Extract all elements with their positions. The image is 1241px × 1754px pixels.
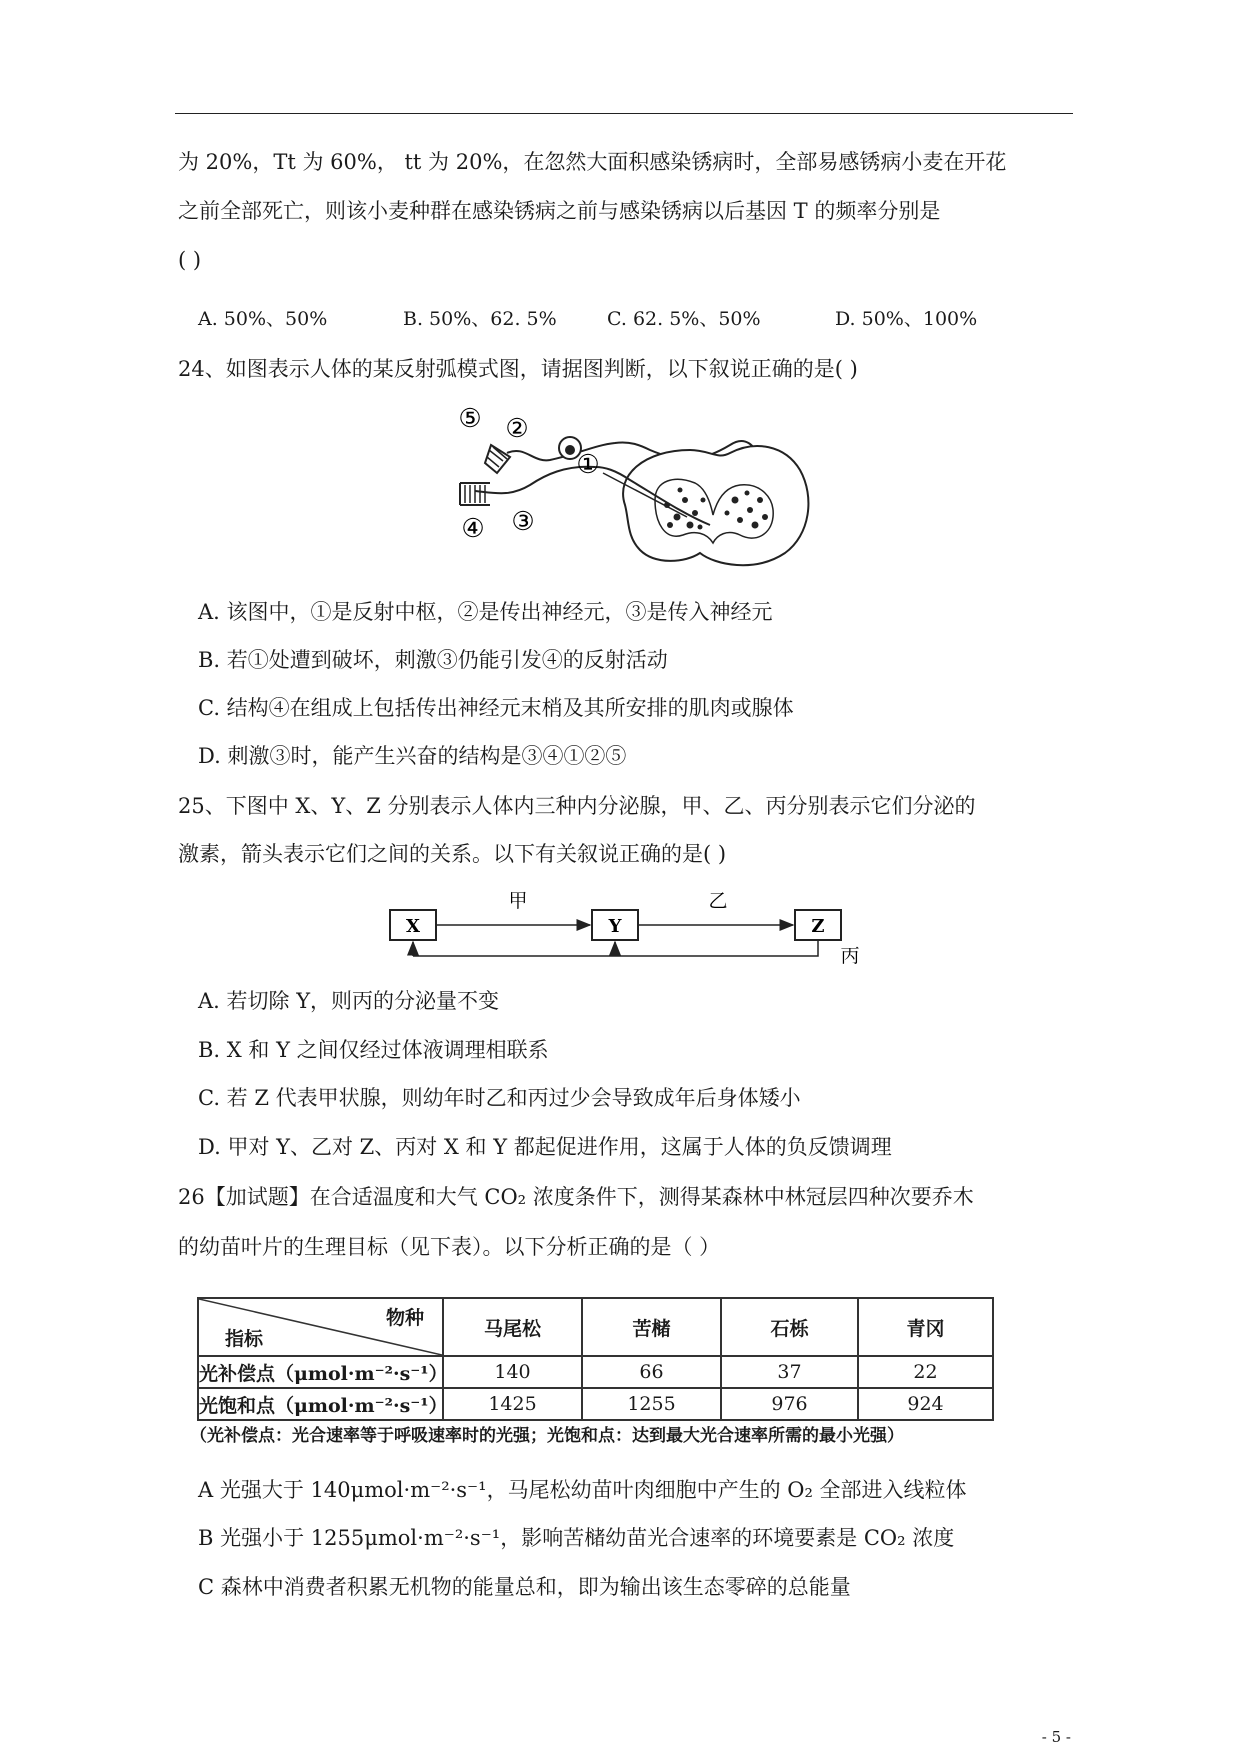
ganglion-cell-body — [565, 445, 575, 455]
gland-relationship-diagram — [380, 890, 870, 965]
physiology-table — [197, 1297, 994, 1421]
table-row — [198, 1356, 993, 1388]
table-header-cell: 苦槠 — [582, 1298, 721, 1356]
q26-stem-2: 的幼苗叶片的生理目标（见下表）。以下分析正确的是（ ） — [178, 1235, 721, 1259]
box-z-label: Z — [811, 916, 825, 937]
corner-top-label: 物种 — [385, 1307, 424, 1329]
box-x-label: X — [406, 916, 420, 937]
table-cell: 37 — [721, 1356, 858, 1388]
table-header-row — [198, 1298, 993, 1356]
label-3: ③ — [511, 507, 535, 537]
table-header-cell: 青冈 — [858, 1298, 993, 1356]
q24-option-c: C. 结构④在组成上包括传出神经元末梢及其所安排的肌肉或腺体 — [198, 696, 794, 720]
q25-option-d: D. 甲对 Y、乙对 Z、丙对 X 和 Y 都起促进作用，这属于人体的负反馈调理 — [198, 1135, 892, 1159]
q23-line-2: 之前全部死亡，则该小麦种群在感染锈病之前与感染锈病以后基因 T 的频率分别是 — [178, 199, 941, 223]
q24-option-d: D. 刺激③时，能产生兴奋的结构是③④①②⑤ — [198, 744, 627, 768]
q24-option-b: B. 若①处遭到破坏，刺激③仍能引发④的反射活动 — [198, 648, 668, 672]
table-cell: 140 — [443, 1356, 582, 1388]
table-row-label: 光补偿点（μmol·m⁻²·s⁻¹） — [198, 1356, 443, 1388]
reflex-arc-figure — [455, 405, 1015, 580]
hormone-a-label: 甲 — [508, 890, 528, 912]
q25-option-c: C. 若 Z 代表甲状腺，则幼年时乙和丙过少会导致成年后身体矮小 — [198, 1086, 801, 1110]
table-header-cell: 石栎 — [721, 1298, 858, 1356]
hormone-c-label: 丙 — [840, 945, 860, 965]
table-cell: 924 — [858, 1388, 993, 1420]
q23-line-3: ( ) — [178, 248, 202, 272]
q25-stem-1: 25、下图中 X、Y、Z 分别表示人体内三种内分泌腺，甲、乙、丙分别表示它们分泌的 — [178, 794, 976, 818]
page-number: - 5 - — [1041, 1728, 1071, 1746]
box-y-label: Y — [608, 916, 622, 937]
corner-bottom-label: 指标 — [225, 1328, 264, 1350]
table-cell: 1255 — [582, 1388, 721, 1420]
hormone-b-label: 乙 — [708, 890, 728, 912]
table-cell: 66 — [582, 1356, 721, 1388]
table-cell: 22 — [858, 1356, 993, 1388]
label-1: ① — [576, 450, 600, 480]
q23-option-c: C. 62. 5%、50% — [607, 308, 761, 330]
table-cell: 976 — [721, 1388, 858, 1420]
label-4: ④ — [461, 514, 485, 544]
q24-stem: 24、如图表示人体的某反射弧模式图，请据图判断，以下叙说正确的是( ) — [178, 357, 858, 381]
table-corner-cell — [198, 1298, 443, 1356]
table-cell: 1425 — [443, 1388, 582, 1420]
q26-option-a: A 光强大于 140μmol·m⁻²·s⁻¹，马尾松幼苗叶肉细胞中产生的 O₂ 全部进入线粒体 — [198, 1478, 967, 1502]
label-2: ② — [505, 414, 529, 444]
table-header-cell: 马尾松 — [443, 1298, 582, 1356]
q25-option-a: A. 若切除 Y，则丙的分泌量不变 — [198, 989, 500, 1013]
q24-option-a: A. 该图中，①是反射中枢，②是传出神经元，③是传入神经元 — [198, 600, 773, 624]
receptor-structure — [485, 445, 510, 473]
q23-option-b: B. 50%、62. 5% — [403, 308, 557, 330]
header-rule — [175, 113, 1073, 114]
q23-option-d: D. 50%、100% — [835, 308, 978, 330]
label-5: ⑤ — [458, 405, 482, 434]
q26-option-c: C 森林中消费者积累无机物的能量总和，即为输出该生态零碎的总能量 — [198, 1575, 851, 1599]
effector-structure — [460, 483, 490, 505]
q26-stem-1: 26【加试题】在合适温度和大气 CO₂ 浓度条件下，测得某森林中林冠层四种次要乔木 — [178, 1185, 974, 1209]
q23-option-a: A. 50%、50% — [198, 308, 328, 330]
q25-stem-2: 激素，箭头表示它们之间的关系。以下有关叙说正确的是( ) — [178, 842, 727, 866]
q23-line-1: 为 20%，Tt 为 60%， tt 为 20%，在忽然大面积感染锈病时，全部易感锈病小麦在开花 — [178, 150, 1007, 174]
table-row — [198, 1388, 993, 1420]
table-row-label: 光饱和点（μmol·m⁻²·s⁻¹） — [198, 1388, 443, 1420]
q26-option-b: B 光强小于 1255μmol·m⁻²·s⁻¹，影响苦槠幼苗光合速率的环境要素是 CO₂ 浓度 — [198, 1526, 955, 1550]
q25-option-b: B. X 和 Y 之间仅经过体液调理相联系 — [198, 1038, 549, 1062]
table-note: （光补偿点：光合速率等于呼吸速率时的光强；光饱和点：达到最大光合速率所需的最小光强） — [190, 1426, 904, 1446]
